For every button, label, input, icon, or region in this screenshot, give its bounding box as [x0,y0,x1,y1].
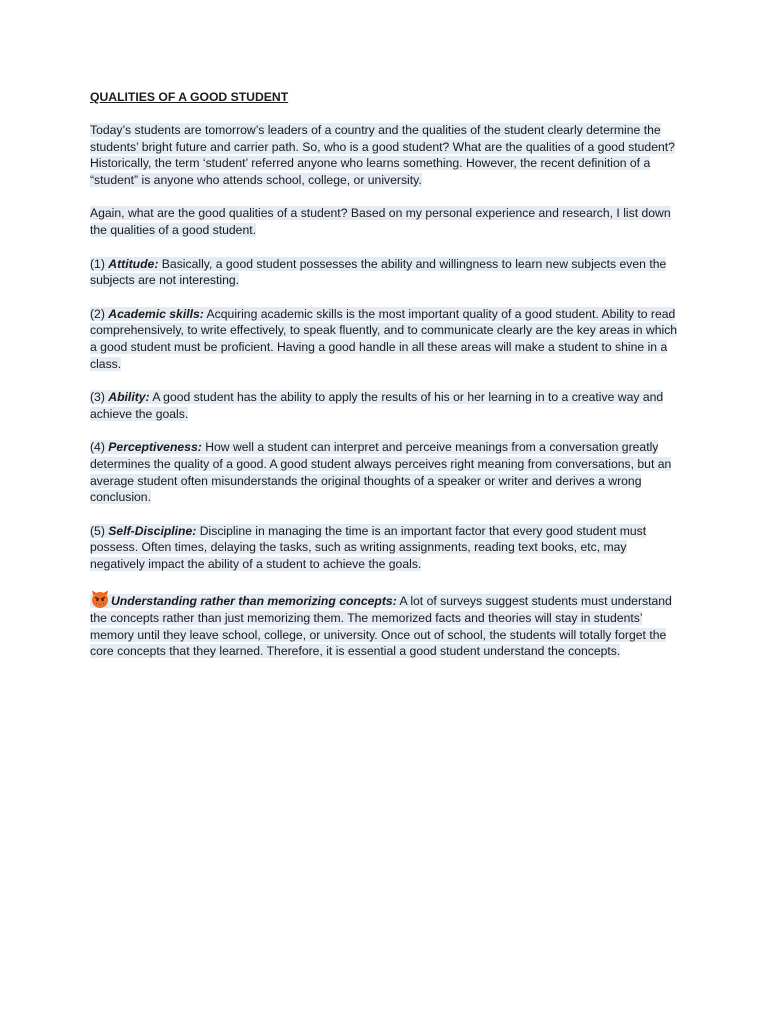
quality-term: Attitude: [108,256,159,271]
quality-text: Discipline in managing the time is an important factor that every good student must possess. Often times, delaying the tasks, such as writing assignments, reading text books, etc, may negatively impact the ability of a student to achieve the goals. [90,523,647,571]
quality-term: Academic skills: [108,306,204,321]
intro-paragraph-1 [90,122,680,188]
quality-number: (5) [90,523,105,538]
quality-content [90,524,646,571]
quality-item-self-discipline [90,523,680,573]
quality-content [90,257,666,288]
quality-item-ability [90,389,680,422]
devil-face-emoji-icon [90,589,110,609]
quality-item-perceptiveness [90,439,680,505]
quality-number: (4) [90,440,105,455]
quality-item-understanding [90,589,680,659]
quality-term: Understanding rather than memorizing concepts: [111,594,397,609]
quality-text: A lot of surveys suggest students must understand the concepts rather than just memorizing them. The memorized facts and theories will stay in students’ memory until they leave school, college, or university. Once out of school, the students will totally forget the core concepts that they learned. Therefore, it is essential a good student understand the concepts. [90,594,672,659]
quality-item-attitude [90,256,680,289]
quality-term: Ability: [108,390,150,405]
quality-number: (1) [90,256,105,271]
quality-item-academic-skills [90,306,680,372]
quality-content [90,390,663,421]
quality-term: Perceptiveness: [108,440,202,455]
quality-content [90,594,672,658]
document-title: QUALITIES OF A GOOD STUDENT [90,90,289,104]
quality-content [90,440,671,504]
quality-text: How well a student can interpret and perceive meanings from a conversation greatly determines the quality of a good. A good student always perceives right meaning from conversations, but an average student often misunderstands the original thoughts of a speaker or writer and derives a wrong conclusion. [90,440,672,505]
intro-text-1: Today’s students are tomorrow’s leaders of a country and the qualities of the student clearly determine the students’ bright future and carrier path. So, who is a good student? What are the qualities of a good student? Historically, the term ‘student’ referred anyone who learns something. However, the recent definition of a “student” is anyone who attends school, college, or university. [90,123,675,187]
quality-term: Self-Discipline: [108,523,197,538]
quality-content [90,307,677,371]
quality-text: Basically, a good student possesses the ability and willingness to learn new subjects even the subjects are not interesting. [90,256,667,288]
quality-text: Acquiring academic skills is the most important quality of a good student. Ability to read comprehensively, to write effectively, to speak fluently, and to communicate clearly are the key areas in which a good student must be proficient. Having a good handle in all these areas will make a student to shine in a class. [90,306,678,371]
quality-number: (2) [90,306,105,321]
intro-paragraph-2 [90,205,680,238]
document-page [90,89,680,677]
intro-text-2: Again, what are the good qualities of a student? Based on my personal experience and research, I list down the qualities of a good student. [90,206,671,237]
quality-number: (3) [90,390,105,405]
quality-text: A good student has the ability to apply the results of his or her learning in to a creative way and achieve the goals. [90,390,664,421]
